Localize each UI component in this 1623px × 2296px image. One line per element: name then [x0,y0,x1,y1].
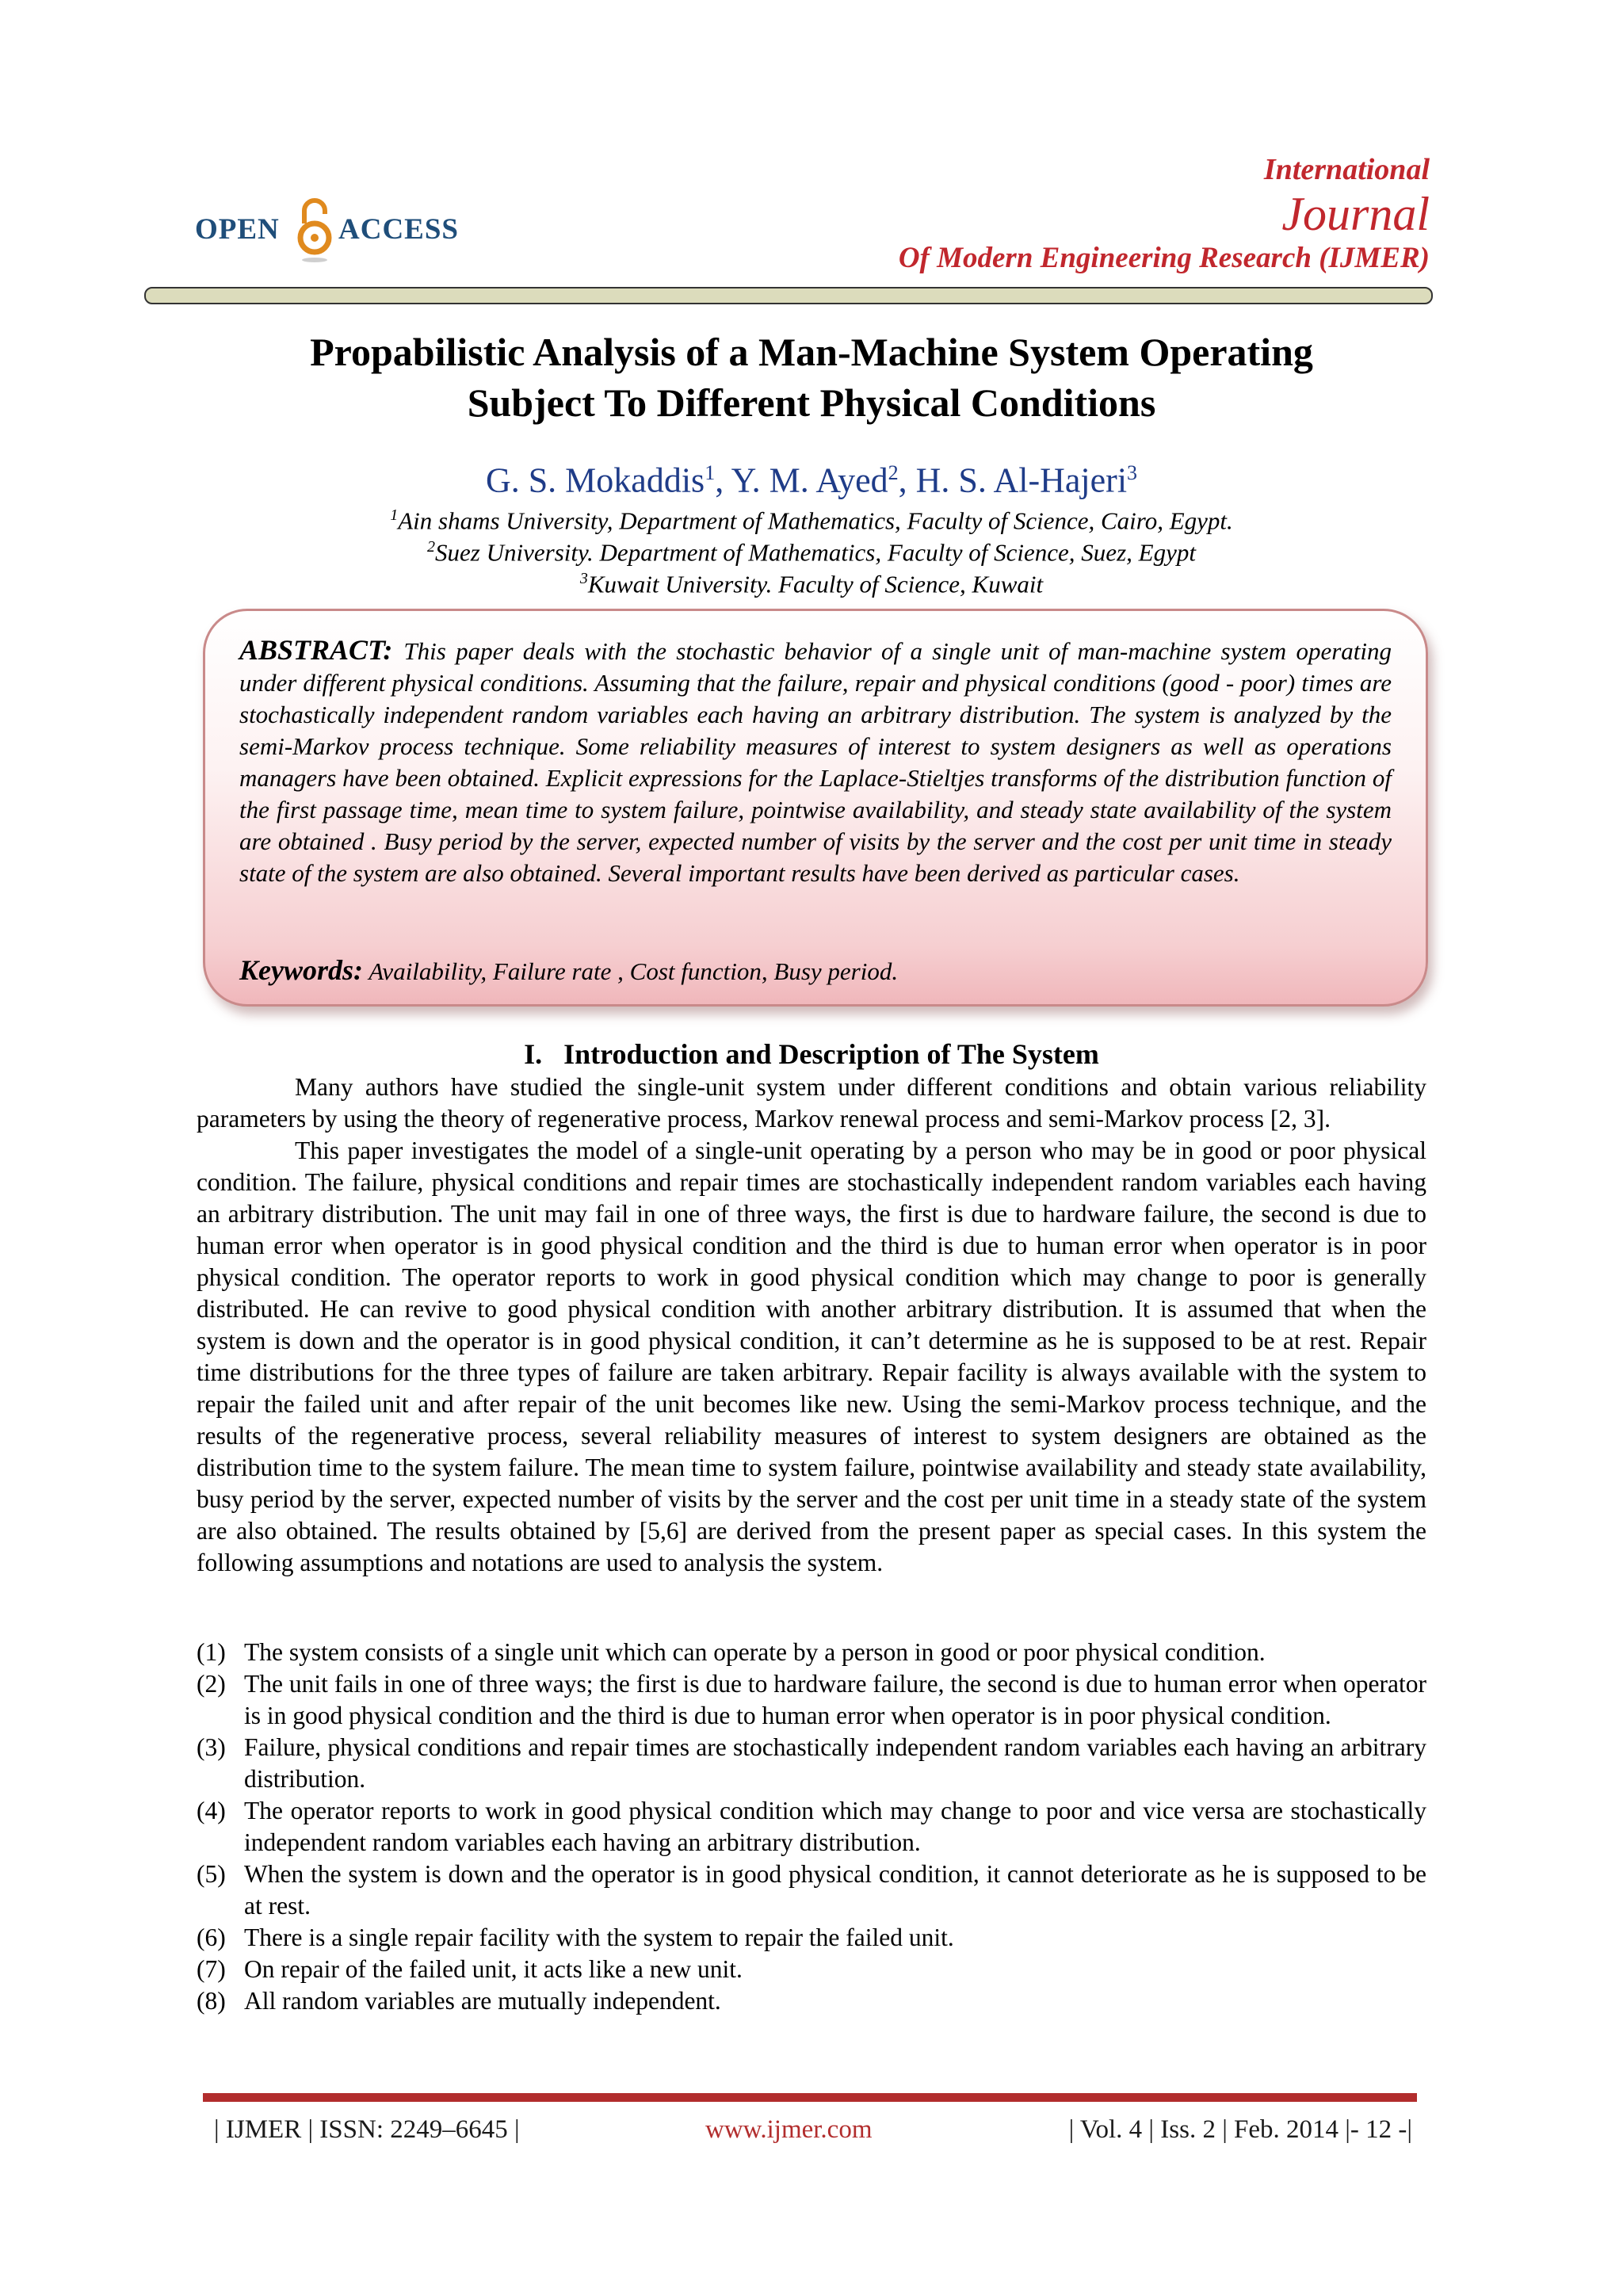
author-list: G. S. Mokaddis$^1$, Y. M. Ayed$^2$, H. S. Al-Hajeri$^3$ [485,460,1138,500]
author-name: G. S. Mokaddis [485,460,705,500]
keywords-text: Availability, Failure rate , Cost function, Busy period. [369,957,899,985]
keywords-label: Keywords: [239,954,363,986]
list-number: (2) [197,1670,226,1698]
journal-line-international: International [1263,153,1430,186]
abstract-body: This paper deals with the stochastic behavior of a single unit of man-machine system operating under different physical conditions. Assuming that the failure, repair and physical conditions (good - poor) times are stochastically independent random variables each having an arbitrary distribution. The system is analyzed by the semi-Markov process technique. Some reliability measures of interest to system designers as well as operations managers have been obtained. Explicit expressions for the Laplace-Stieltjes transforms of the distribution function of the first passage time, mean time to system failure, pointwise availability, and steady state availability of the system are obtained . Busy period by the server, expected number of visits by the server and the cost per unit time in steady state of the system are also obtained. Several important results have been derived as particular cases. [239,637,1392,887]
affiliation-text: Ain shams University, Department of Mathematics, Faculty of Science, Cairo, Egypt. [398,506,1233,535]
list-text: On repair of the failed unit, it acts like a new unit. [244,1955,743,1983]
list-number: (6) [197,1924,226,1951]
list-item [197,1637,1426,1668]
affiliation-sup: 3 [579,570,588,587]
list-text: The operator reports to work in good physical condition which may change to poor and vice versa are stochastically independent random variables each having an arbitrary distribution. [244,1797,1426,1856]
footer-divider [203,2093,1417,2102]
page-footer [203,2114,1417,2145]
list-item [197,1795,1426,1859]
affiliation-3 [143,563,1480,600]
affiliation-sup: 2 [427,538,436,556]
list-number: (4) [197,1797,226,1824]
affiliation-text: Suez University. Department of Mathematics, Faculty of Science, Suez, Egypt [435,538,1196,567]
footer-website-link[interactable]: www.ijmer.com [705,2115,873,2144]
paper-title-line-2: Subject To Different Physical Conditions [467,380,1156,425]
list-number: (1) [197,1638,226,1666]
list-text: Failure, physical conditions and repair times are stochastically independent random variables each having an arbitrary distribution. [244,1733,1426,1793]
list-text: The unit fails in one of three ways; the first is due to hardware failure, the second is due to human error when operator is in good physical condition and the third is due to human error when operator is in poor physical condition. [244,1670,1426,1729]
paper-title [143,327,1480,428]
journal-masthead [899,151,1430,277]
journal-line-name: Of Modern Engineering Research (IJMER) [898,242,1430,274]
affiliation-text: Kuwait University. Faculty of Science, Kuwait [587,570,1044,598]
list-item [197,1859,1426,1922]
list-text: The system consists of a single unit which can operate by a person in good or poor physical condition. [244,1638,1266,1666]
list-text: All random variables are mutually independent. [244,1987,721,2015]
list-item [197,1985,1426,2017]
section-heading: I. Introduction and Description of The System [524,1038,1099,1070]
intro-body [197,1072,1426,1579]
paragraph: Many authors have studied the single-unit system under different conditions and obtain various reliability parameters by using the theory of regenerative process, Markov renewal process and semi-Markov process [2, 3]. [197,1073,1426,1133]
paragraph: This paper investigates the model of a single-unit operating by a person who may be in good or poor physical condition. The failure, physical conditions and repair times are stochastically independent random variables each having an arbitrary distribution. The unit may fail in one of three ways, the first is due to hardware failure, the second is due to human error when operator is in good physical condition and the third is due to human error when operator is in poor physical condition. The operator reports to work in good physical condition which may change to poor is generally distributed. He can revive to good physical condition with another arbitrary distribution. It is assumed that when the system is down and the operator is in good physical condition, it can’t determine as he is supposed to be at rest. Repair time distributions for the three types of failure are taken arbitrary. Repair facility is always available with the system to repair the failed unit and after repair of the unit becomes like new. Using the semi-Markov process technique, and the results of the regenerative process, several reliability measures of interest to system designers are obtained as the distribution time to the system failure. The mean time to system failure, pointwise availability and steady state availability, busy period by the server, expected number of visits by the server and the cost per unit time in a steady state of the system are also obtained. The results obtained by [5,6] are derived from the present paper as special cases. In this system the following assumptions and notations are used to analysis the system. [197,1137,1426,1576]
list-item [197,1732,1426,1795]
journal-line-journal: Journal [1281,188,1430,240]
list-item [197,1668,1426,1732]
footer-volume-page: | Vol. 4 | Iss. 2 | Feb. 2014 |- 12 -| [1068,2115,1412,2144]
header-divider [144,287,1433,304]
author-name: H. S. Al-Hajeri [915,460,1128,500]
paper-title-line-1: Propabilistic Analysis of a Man-Machine System Operating [310,330,1313,374]
author-name: Y. M. Ayed [731,460,888,500]
keywords [239,954,898,988]
author-sup: 2 [888,461,899,484]
list-text: When the system is down and the operator is in good physical condition, it cannot deteriorate as he is supposed to be at rest. [244,1860,1426,1920]
open-access-lock-icon [293,195,336,263]
abstract [239,634,1392,889]
list-number: (7) [197,1955,226,1983]
list-text: There is a single repair facility with the system to repair the failed unit. [244,1924,954,1951]
abstract-label: ABSTRACT: [239,634,393,666]
affiliation-sup: 1 [390,506,399,524]
footer-issn: | IJMER | ISSN: 2249–6645 | [214,2115,520,2144]
list-number: (8) [197,1987,226,2015]
assumption-list [197,1637,1426,2017]
logo-access-text: ACCESS [338,213,459,246]
list-number: (5) [197,1860,226,1888]
author-sup: 3 [1127,461,1138,484]
list-item [197,1954,1426,1985]
author-sup: 1 [705,461,716,484]
logo-open-text: OPEN [195,213,280,246]
list-item [197,1922,1426,1954]
list-number: (3) [197,1733,226,1761]
